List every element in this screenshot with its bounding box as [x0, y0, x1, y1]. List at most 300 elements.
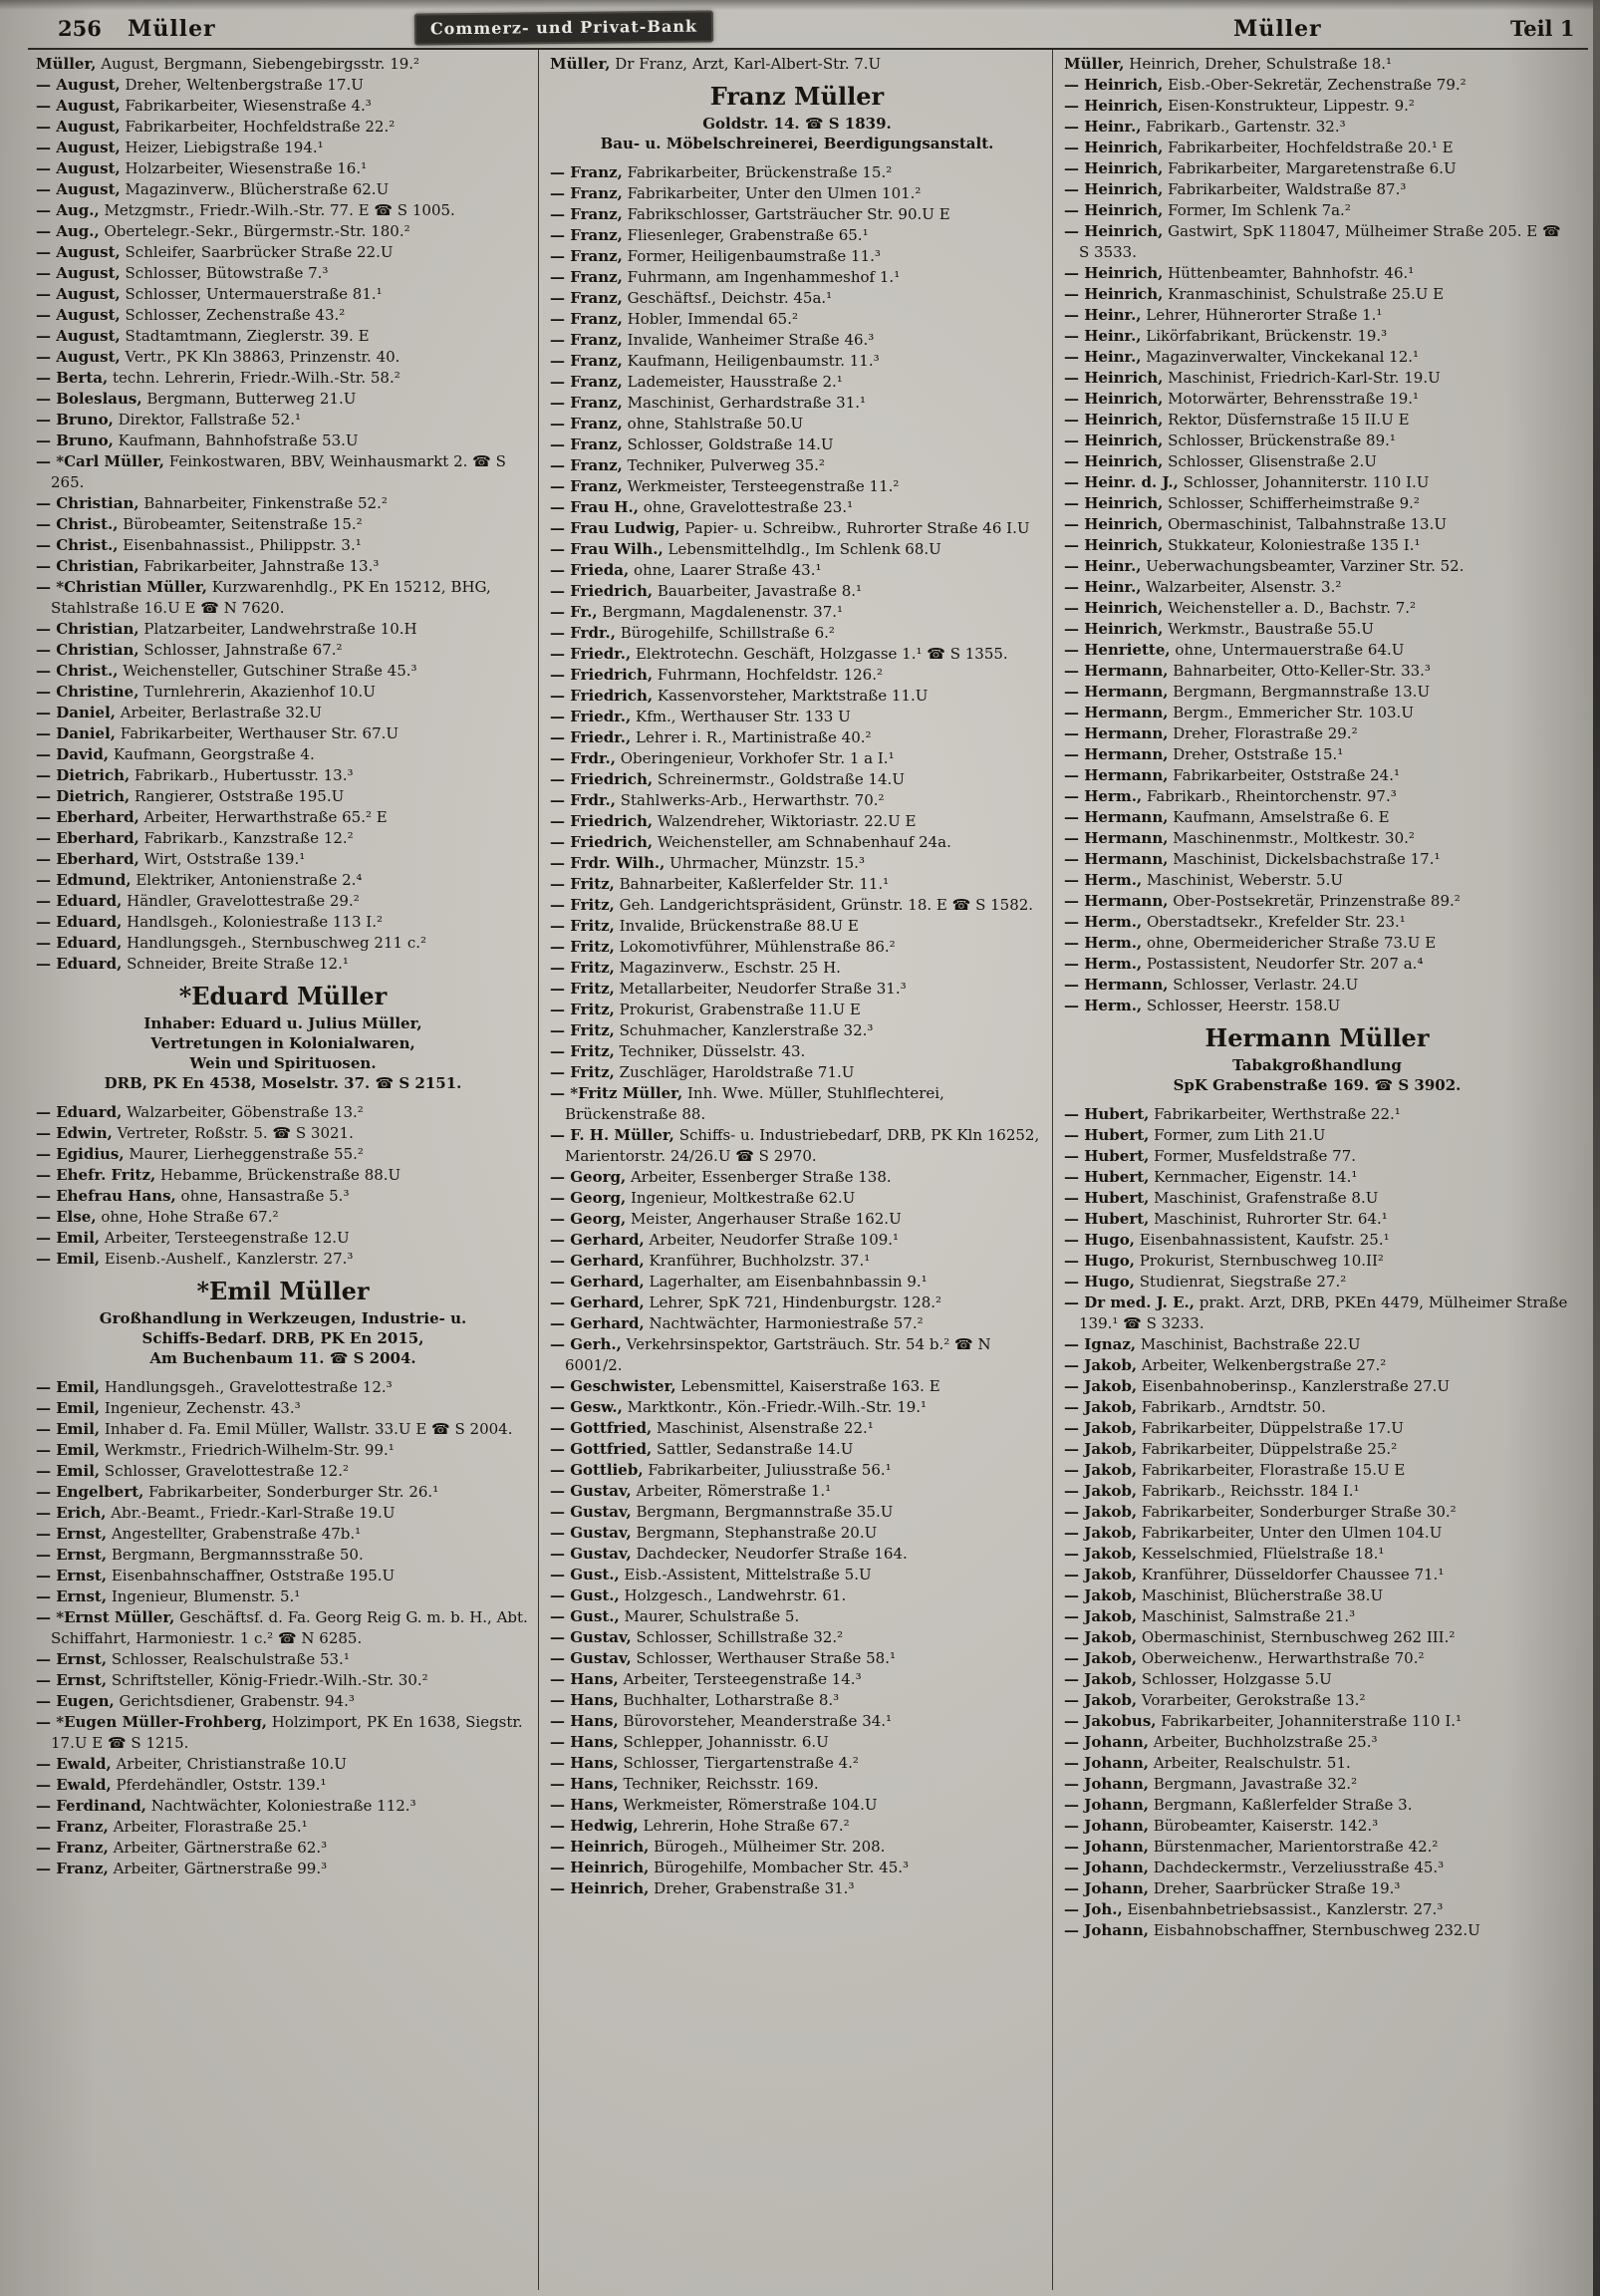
directory-entry: — Christine, Turnlehrerin, Akazienhof 10.U: [36, 683, 376, 701]
directory-entry: — Heinr., Ueberwachungsbeamter, Varziner Str. 52.: [1064, 557, 1465, 575]
entry-name: — Heinrich,: [1064, 620, 1164, 638]
entry-name: — Franz,: [36, 1860, 109, 1877]
entry-name: — Eduard,: [36, 955, 123, 973]
directory-entry: — Edwin, Vertreter, Roßstr. 5. ☎ S 3021.: [36, 1124, 354, 1142]
directory-entry: — Hubert, Former, zum Lith 21.U: [1064, 1126, 1326, 1144]
directory-entry: — Hedwig, Lehrerin, Hohe Straße 67.²: [550, 1817, 850, 1835]
directory-entry: — Boleslaus, Bergmann, Butterweg 21.U: [36, 390, 357, 408]
entry-name: — Heinrich,: [1064, 285, 1164, 303]
directory-entry: — August, Vertr., PK Kln 38863, Prinzenstr. 40.: [36, 348, 400, 366]
entry-name: — Hermann,: [1064, 766, 1169, 784]
directory-entry: — Hermann, Bergm., Emmericher Str. 103.U: [1064, 704, 1414, 721]
entry-name: — Fritz,: [550, 938, 615, 956]
directory-entry: — Friedrich, Walzendreher, Wiktoriastr. 22.U E: [550, 812, 917, 830]
directory-entry: — Fritz, Magazinverw., Eschstr. 25 H.: [550, 959, 841, 977]
directory-entry: — Jakob, Oberweichenw., Herwarthstraße 70.²: [1064, 1649, 1425, 1667]
directory-entry: — Hermann, Maschinist, Dickelsbachstraße 17.¹: [1064, 850, 1441, 868]
directory-entry: — Heinrich, Stukkateur, Koloniestraße 135 I.¹: [1064, 536, 1421, 554]
entry-name: — Frdr. Wilh.,: [550, 854, 666, 872]
directory-entry: — Hans, Techniker, Reichsstr. 169.: [550, 1775, 819, 1793]
entry-name: — Gesw.,: [550, 1398, 623, 1416]
entry-name: — Heinr.,: [1064, 578, 1142, 596]
directory-entry: — Fritz, Bahnarbeiter, Kaßlerfelder Str. 11.¹: [550, 875, 890, 893]
ad-line: Goldstr. 14. ☎ S 1839.: [702, 115, 892, 133]
entry-name: — Heinr.,: [1064, 557, 1142, 575]
directory-entry: — Jakob, Arbeiter, Welkenbergstraße 27.²: [1064, 1356, 1387, 1374]
directory-entry: — Ernst, Angestellter, Grabenstraße 47b.¹: [36, 1525, 362, 1543]
entry-name: — Gustav,: [550, 1649, 632, 1667]
directory-entry: — Gerhard, Nachtwächter, Harmoniestraße 57.²: [550, 1314, 924, 1332]
ad-line: Bau- u. Möbelschreinerei, Beerdigungsanstalt.: [600, 135, 994, 152]
directory-entry: — David, Kaufmann, Georgstraße 4.: [36, 745, 315, 763]
directory-entry: — Ehefrau Hans, ohne, Hansastraße 5.³: [36, 1187, 350, 1205]
directory-entry: — Geschwister, Lebensmittel, Kaiserstraße 163. E: [550, 1377, 940, 1395]
directory-entry: — Ernst, Schlosser, Realschulstraße 53.¹: [36, 1650, 350, 1668]
directory-entry: — Heinrich, Fabrikarbeiter, Hochfeldstraße 20.¹ E: [1064, 139, 1454, 156]
part-label: Teil 1: [1510, 16, 1575, 41]
entry-name: — Heinrich,: [1064, 599, 1164, 617]
entry-name: — Heinrich,: [1064, 431, 1164, 449]
directory-entry: — Friedr., Elektrotechn. Geschäft, Holzgasse 1.¹ ☎ S 1355.: [550, 645, 1008, 663]
directory-entry: — Franz, Fuhrmann, am Ingenhammeshof 1.¹: [550, 268, 901, 286]
entry-name: — Gerhard,: [550, 1293, 645, 1311]
entry-name: — Emil,: [36, 1399, 101, 1417]
directory-entry: — Edmund, Elektriker, Antonienstraße 2.⁴: [36, 871, 363, 889]
entry-name: — Herm.,: [1064, 955, 1143, 973]
entry-name: — Dr med. J. E.,: [1064, 1293, 1195, 1311]
entry-name: — Hermann,: [1064, 724, 1169, 742]
directory-entry: — Franz, Fabrikarbeiter, Unter den Ulmen 101.²: [550, 184, 922, 202]
entry-name: — Daniel,: [36, 704, 117, 721]
directory-entry: — Heinrich, Maschinist, Friedrich-Karl-Str. 19.U: [1064, 369, 1441, 387]
directory-column-right: [1064, 54, 1570, 2288]
entry-name: — Christian,: [36, 557, 139, 575]
directory-entry: — Gustav, Bergmann, Bergmannstraße 35.U: [550, 1503, 894, 1521]
entry-name: — Heinr.,: [1064, 118, 1142, 136]
entry-name: — August,: [36, 180, 121, 198]
entry-name: — Ehefrau Hans,: [36, 1187, 176, 1205]
entry-name: — Johann,: [1064, 1817, 1149, 1835]
directory-entry: — Gustav, Schlosser, Werthauser Straße 58.¹: [550, 1649, 897, 1667]
directory-entry: — Heinrich, Fabrikarbeiter, Waldstraße 87.³: [1064, 180, 1407, 198]
directory-entry: — Jakob, Obermaschinist, Sternbuschweg 262 III.²: [1064, 1628, 1456, 1646]
directory-entry: — Fritz, Techniker, Düsselstr. 43.: [550, 1042, 806, 1060]
directory-entry: — Gust., Holzgesch., Landwehrstr. 61.: [550, 1586, 847, 1604]
entry-name: — Jakob,: [1064, 1440, 1138, 1458]
directory-entry: — Eberhard, Fabrikarb., Kanzstraße 12.²: [36, 829, 354, 847]
entry-name: — Heinrich,: [1064, 452, 1164, 470]
entry-name: — Jakob,: [1064, 1482, 1138, 1500]
directory-entry: — Franz, Geschäftsf., Deichstr. 45a.¹: [550, 289, 833, 307]
directory-entry: — Hans, Bürovorsteher, Meanderstraße 34.¹: [550, 1712, 893, 1730]
directory-entry: Müller, August, Bergmann, Siebengebirgsstr. 19.²: [36, 55, 420, 73]
entry-name: — Franz,: [550, 247, 623, 265]
page-header: [0, 10, 1600, 50]
directory-entry: — Hubert, Fabrikarbeiter, Werthstraße 22.¹: [1064, 1105, 1401, 1123]
entry-name: — Hermann,: [1064, 976, 1169, 994]
column-divider-1: [538, 50, 539, 2290]
directory-entry: — Gust., Eisb.-Assistent, Mittelstraße 5.U: [550, 1566, 872, 1583]
directory-entry: — Heinr., Magazinverwalter, Vinckekanal 12.¹: [1064, 348, 1420, 366]
directory-entry: — Jakob, Maschinist, Salmstraße 21.³: [1064, 1607, 1356, 1625]
entry-name: — *Carl Müller,: [36, 452, 165, 470]
directory-entry: — Friedr., Lehrer i. R., Martinistraße 40.²: [550, 728, 872, 746]
directory-entry: — Emil, Eisenb.-Aushelf., Kanzlerstr. 27.³: [36, 1250, 354, 1268]
entry-name: — Jakob,: [1064, 1649, 1138, 1667]
entry-name: — Hubert,: [1064, 1126, 1150, 1144]
entry-name: — Georg,: [550, 1189, 627, 1207]
directory-entry: — *Christian Müller, Kurzwarenhdlg., PK En 15212, BHG, Stahlstraße 16.U E ☎ N 7620.: [36, 578, 491, 617]
entry-name: — Friedrich,: [550, 833, 654, 851]
ad-line: Am Buchenbaum 11. ☎ S 2004.: [149, 1349, 416, 1367]
directory-entry: — Emil, Werkmstr., Friedrich-Wilhelm-Str. 99.¹: [36, 1441, 395, 1459]
entry-name: — Christ.,: [36, 536, 119, 554]
entry-name: — Fritz,: [550, 959, 615, 977]
directory-entry: — Frdr., Bürogehilfe, Schillstraße 6.²: [550, 624, 835, 642]
entry-name: — Eduard,: [36, 1103, 123, 1121]
entry-name: — Ernst,: [36, 1567, 108, 1584]
entry-name: — Franz,: [550, 331, 623, 349]
entry-name: — Gerhard,: [550, 1252, 645, 1270]
directory-entry: — Christian, Schlosser, Jahnstraße 67.²: [36, 641, 343, 659]
directory-entry: — Aug., Metzgmstr., Friedr.-Wilh.-Str. 77. E ☎ S 1005.: [36, 201, 455, 219]
directory-entry: — Jakob, Schlosser, Holzgasse 5.U: [1064, 1670, 1332, 1688]
entry-name: — Johann,: [1064, 1733, 1149, 1751]
directory-entry: — Ehefr. Fritz, Hebamme, Brückenstraße 88.U: [36, 1166, 401, 1184]
entry-name: — Fritz,: [550, 875, 615, 893]
directory-entry: — Franz, Hobler, Immendal 65.²: [550, 310, 798, 328]
directory-entry: — Johann, Dreher, Saarbrücker Straße 19.³: [1064, 1879, 1401, 1897]
entry-name: — Henriette,: [1064, 641, 1171, 659]
entry-name: — Hermann,: [1064, 745, 1169, 763]
directory-entry: — August, Fabrikarbeiter, Wiesenstraße 4.³: [36, 97, 372, 115]
directory-entry: — Johann, Eisbahnobschaffner, Sternbuschweg 232.U: [1064, 1921, 1480, 1939]
directory-entry: — Ewald, Arbeiter, Christianstraße 10.U: [36, 1755, 347, 1773]
entry-name: — Egidius,: [36, 1145, 125, 1163]
entry-name: Müller,: [1064, 55, 1125, 73]
entry-name: — Franz,: [550, 415, 623, 432]
directory-entry: — Gerhard, Lagerhalter, am Eisenbahnbassin 9.¹: [550, 1273, 928, 1291]
directory-entry: — Emil, Arbeiter, Tersteegenstraße 12.U: [36, 1229, 350, 1247]
ad-line: Wein und Spirituosen.: [189, 1054, 377, 1072]
entry-name: — Frau Wilh.,: [550, 540, 664, 558]
entry-name: — Jakob,: [1064, 1377, 1138, 1395]
entry-name: — Hermann,: [1064, 683, 1169, 701]
directory-entry: — *Ernst Müller, Geschäftsf. d. Fa. Georg Reig G. m. b. H., Abt. Schiffahrt, Harmoniestr. 1 c.² ☎ N 6285.: [36, 1608, 528, 1647]
directory-entry: — Christian, Platzarbeiter, Landwehrstraße 10.H: [36, 620, 417, 638]
directory-entry: — Fritz, Prokurist, Grabenstraße 11.U E: [550, 1001, 861, 1018]
entry-name: — Heinrich,: [1064, 536, 1164, 554]
directory-entry: — Hans, Arbeiter, Tersteegenstraße 14.³: [550, 1670, 862, 1688]
ad-line: SpK Grabenstraße 169. ☎ S 3902.: [1173, 1076, 1462, 1094]
entry-name: — Emil,: [36, 1462, 101, 1480]
directory-entry: — Dietrich, Fabrikarb., Hubertusstr. 13.³: [36, 766, 354, 784]
entry-name: — Herm.,: [1064, 997, 1143, 1014]
entry-name: — Jakob,: [1064, 1566, 1138, 1583]
entry-name: — Hans,: [550, 1754, 619, 1772]
directory-entry: — Christian, Bahnarbeiter, Finkenstraße 52.²: [36, 494, 388, 512]
entry-name: — Heinrich,: [1064, 159, 1164, 177]
entry-name: — Gust.,: [550, 1607, 620, 1625]
entry-name: — August,: [36, 348, 121, 366]
entry-name: — Johann,: [1064, 1754, 1149, 1772]
ad-line: Vertretungen in Kolonialwaren,: [150, 1034, 415, 1052]
entry-name: — Friedrich,: [550, 666, 654, 684]
ad-block: [40, 983, 526, 1093]
directory-entry: — Fritz, Lokomotivführer, Mühlenstraße 86.²: [550, 938, 896, 956]
entry-name: — Ernst,: [36, 1671, 108, 1689]
entry-name: — Jakob,: [1064, 1670, 1138, 1688]
entry-name: — Christine,: [36, 683, 139, 701]
directory-entry: — Heinrich, Werkmstr., Baustraße 55.U: [1064, 620, 1374, 638]
directory-entry: — Heinrich, Eisen-Konstrukteur, Lippestr. 9.²: [1064, 97, 1415, 115]
directory-entry: — Johann, Dachdeckermstr., Verzeliusstraße 45.³: [1064, 1859, 1445, 1876]
directory-entry: — *Fritz Müller, Inh. Wwe. Müller, Stuhlflechterei, Brückenstraße 88.: [550, 1084, 944, 1123]
entry-name: — Hans,: [550, 1712, 619, 1730]
entry-name: — Fritz,: [550, 1063, 615, 1081]
entry-name: — Herm.,: [1064, 934, 1143, 952]
entry-name: — Hans,: [550, 1691, 619, 1709]
entry-name: — Georg,: [550, 1168, 627, 1186]
entry-name: — Jakob,: [1064, 1545, 1138, 1563]
directory-entry: — Dr med. J. E., prakt. Arzt, DRB, PKEn 4479, Mülheimer Straße 139.¹ ☎ S 3233.: [1064, 1293, 1568, 1332]
directory-entry: — Jakob, Fabrikarbeiter, Düppelstraße 17.U: [1064, 1419, 1404, 1437]
entry-name: — August,: [36, 139, 121, 156]
directory-entry: — August, Schlosser, Zechenstraße 43.²: [36, 306, 346, 324]
directory-entry: — Heinrich, Motorwärter, Behrensstraße 19.¹: [1064, 390, 1420, 408]
directory-entry: — Gustav, Dachdecker, Neudorfer Straße 164.: [550, 1545, 908, 1563]
directory-entry: — Franz, Arbeiter, Gärtnerstraße 62.³: [36, 1839, 328, 1857]
entry-name: Müller,: [550, 55, 611, 73]
entry-name: — Heinrich,: [1064, 411, 1164, 429]
entry-name: — Frieda,: [550, 561, 630, 579]
directory-entry: — Heinrich, Eisb.-Ober-Sekretär, Zechenstraße 79.²: [1064, 76, 1467, 94]
entry-name: — Hermann,: [1064, 892, 1169, 910]
entry-name: — Franz,: [550, 435, 623, 453]
entry-name: — Jakob,: [1064, 1524, 1138, 1542]
entry-name: — August,: [36, 285, 121, 303]
entry-name: — Fritz,: [550, 1042, 615, 1060]
directory-entry: — Erich, Abr.-Beamt., Friedr.-Karl-Straße 19.U: [36, 1504, 396, 1522]
running-head-right: Müller: [1233, 16, 1322, 42]
entry-name: — Herm.,: [1064, 871, 1143, 889]
entry-name: — Hermann,: [1064, 829, 1169, 847]
entry-name: — Franz,: [550, 477, 623, 495]
directory-entry: — Bruno, Direktor, Fallstraße 52.¹: [36, 411, 301, 429]
entry-name: — Franz,: [550, 289, 623, 307]
entry-name: — Berta,: [36, 369, 109, 387]
entry-name: — Christian,: [36, 494, 139, 512]
entry-name: — *Christian Müller,: [36, 578, 207, 596]
ad-title: *Emil Müller: [196, 1277, 370, 1305]
directory-entry: — Gust., Maurer, Schulstraße 5.: [550, 1607, 800, 1625]
directory-entry: — Hermann, Kaufmann, Amselstraße 6. E: [1064, 808, 1390, 826]
entry-name: — Heinrich,: [1064, 369, 1164, 387]
entry-name: — August,: [36, 76, 121, 94]
entry-name: — Hugo,: [1064, 1273, 1136, 1291]
entry-name: — Eberhard,: [36, 850, 139, 868]
entry-name: — Franz,: [550, 352, 623, 370]
entry-name: — Johann,: [1064, 1921, 1149, 1939]
directory-entry: — Jakob, Fabrikarbeiter, Sonderburger Straße 30.²: [1064, 1503, 1457, 1521]
ad-line: Schiffs-Bedarf. DRB, PK En 2015,: [141, 1329, 424, 1347]
entry-name: — Friedrich,: [550, 687, 654, 705]
directory-entry: — Fritz, Invalide, Brückenstraße 88.U E: [550, 917, 859, 935]
entry-name: — August,: [36, 243, 121, 261]
entry-name: — Jakob,: [1064, 1607, 1138, 1625]
entry-name: — Gustav,: [550, 1524, 632, 1542]
directory-entry: — Hugo, Eisenbahnassistent, Kaufstr. 25.¹: [1064, 1231, 1390, 1249]
entry-name: — Heinrich,: [550, 1859, 650, 1876]
directory-entry: — Heinr. d. J., Schlosser, Johanniterstr. 110 I.U: [1064, 473, 1430, 491]
ad-block: [1068, 1024, 1566, 1095]
directory-entry: — Gottlieb, Fabrikarbeiter, Juliusstraße 56.¹: [550, 1461, 892, 1479]
directory-entry: — Heinrich, Schlosser, Glisenstraße 2.U: [1064, 452, 1377, 470]
directory-entry: — Franz, ohne, Stahlstraße 50.U: [550, 415, 804, 432]
directory-entry: — Gerh., Verkehrsinspektor, Gartsträuch. Str. 54 b.² ☎ N 6001/2.: [550, 1335, 991, 1374]
directory-entry: — Heinrich, Dreher, Grabenstraße 31.³: [550, 1879, 855, 1897]
directory-entry: — Jakob, Fabrikarb., Reichsstr. 184 I.¹: [1064, 1482, 1360, 1500]
ad-line: DRB, PK En 4538, Moselstr. 37. ☎ S 2151.: [104, 1074, 462, 1092]
entry-name: — Friedrich,: [550, 812, 654, 830]
directory-entry: — Gottfried, Sattler, Sedanstraße 14.U: [550, 1440, 854, 1458]
directory-entry: — Georg, Ingenieur, Moltkestraße 62.U: [550, 1189, 856, 1207]
entry-name: — Ehefr. Fritz,: [36, 1166, 156, 1184]
entry-name: — Boleslaus,: [36, 390, 142, 408]
directory-entry: — Daniel, Fabrikarbeiter, Werthauser Str. 67.U: [36, 724, 400, 742]
directory-entry: — Hans, Buchhalter, Lotharstraße 8.³: [550, 1691, 840, 1709]
ad-title: Hermann Müller: [1204, 1023, 1430, 1052]
directory-entry: — *Eugen Müller-Frohberg, Holzimport, PK En 1638, Siegstr. 17.U E ☎ S 1215.: [36, 1713, 523, 1752]
entry-name: — Fritz,: [550, 917, 615, 935]
directory-entry: — Heinrich, Kranmaschinist, Schulstraße 25.U E: [1064, 285, 1445, 303]
directory-entry: — Frau Wilh., Lebensmittelhdlg., Im Schlenk 68.U: [550, 540, 941, 558]
entry-name: — Frdr.,: [550, 624, 616, 642]
directory-entry: — Gerhard, Kranführer, Buchholzstr. 37.¹: [550, 1252, 871, 1270]
entry-name: — F. H. Müller,: [550, 1126, 674, 1144]
directory-entry: — Jakob, Vorarbeiter, Gerokstraße 13.²: [1064, 1691, 1366, 1709]
entry-name: — Franz,: [550, 163, 623, 181]
entry-name: — Friedrich,: [550, 582, 654, 600]
entry-name: — Franz,: [550, 184, 623, 202]
directory-entry: — Hugo, Studienrat, Siegstraße 27.²: [1064, 1273, 1347, 1291]
directory-entry: — Georg, Meister, Angerhauser Straße 162.U: [550, 1210, 902, 1228]
directory-entry: — Ferdinand, Nachtwächter, Koloniestraße 112.³: [36, 1797, 416, 1815]
directory-entry: — Gerhard, Lehrer, SpK 721, Hindenburgstr. 128.²: [550, 1293, 942, 1311]
directory-entry: — Franz, Maschinist, Gerhardstraße 31.¹: [550, 394, 867, 412]
entry-name: — Ferdinand,: [36, 1797, 146, 1815]
entry-name: — Fritz,: [550, 896, 615, 914]
directory-entry: — Christ., Weichensteller, Gutschiner Straße 45.³: [36, 662, 417, 680]
directory-entry: — August, Heizer, Liebigstraße 194.¹: [36, 139, 324, 156]
entry-name: — Emil,: [36, 1229, 101, 1247]
directory-entry: — Johann, Bergmann, Javastraße 32.²: [1064, 1775, 1358, 1793]
entry-name: — Erich,: [36, 1504, 107, 1522]
entry-name: — Gottfried,: [550, 1440, 653, 1458]
entry-name: — Hubert,: [1064, 1189, 1150, 1207]
entry-name: — Herm.,: [1064, 913, 1143, 931]
entry-name: — Jakob,: [1064, 1586, 1138, 1604]
entry-name: — Heinrich,: [1064, 494, 1164, 512]
entry-name: — Eduard,: [36, 892, 123, 910]
entry-name: — August,: [36, 118, 121, 136]
directory-entry: — Eduard, Schneider, Breite Straße 12.¹: [36, 955, 349, 973]
directory-entry: — Johann, Bürobeamter, Kaiserstr. 142.³: [1064, 1817, 1379, 1835]
entry-name: — Gustav,: [550, 1545, 632, 1563]
directory-entry: — Franz, Fabrikarbeiter, Brückenstraße 15.²: [550, 163, 893, 181]
directory-entry: — Ignaz, Maschinist, Bachstraße 22.U: [1064, 1335, 1361, 1353]
directory-entry: — Hubert, Former, Musfeldstraße 77.: [1064, 1147, 1357, 1165]
directory-entry: — Hubert, Maschinist, Ruhrorter Str. 64.¹: [1064, 1210, 1388, 1228]
directory-entry: — August, Dreher, Weltenbergstraße 17.U: [36, 76, 364, 94]
entry-name: — August,: [36, 264, 121, 282]
entry-name: — Hubert,: [1064, 1168, 1150, 1186]
entry-name: — Hans,: [550, 1775, 619, 1793]
directory-entry: — Friedr., Kfm., Werthauser Str. 133 U: [550, 708, 851, 725]
entry-name: — Emil,: [36, 1441, 101, 1459]
directory-entry: — Heinrich, Bürogehilfe, Mombacher Str. 45.³: [550, 1859, 910, 1876]
ad-block: [40, 1278, 526, 1368]
entry-name: — Gustav,: [550, 1628, 632, 1646]
directory-entry: — Friedrich, Schreinermstr., Goldstraße 14.U: [550, 770, 905, 788]
entry-name: — Frau Ludwig,: [550, 519, 680, 537]
directory-entry: — Johann, Bergmann, Kaßlerfelder Straße 3.: [1064, 1796, 1413, 1814]
directory-entry: — Frieda, ohne, Laarer Straße 43.¹: [550, 561, 822, 579]
entry-name: — Hermann,: [1064, 662, 1169, 680]
directory-entry: — August, Magazinverw., Blücherstraße 62.U: [36, 180, 390, 198]
directory-entry: — Ernst, Schriftsteller, König-Friedr.-Wilh.-Str. 30.²: [36, 1671, 428, 1689]
directory-entry: — Friedrich, Weichensteller, am Schnabenhauf 24a.: [550, 833, 951, 851]
directory-entry: — Hermann, Dreher, Florastraße 29.²: [1064, 724, 1358, 742]
directory-entry: — Frdr., Stahlwerks-Arb., Herwarthstr. 70.²: [550, 791, 885, 809]
directory-entry: — August, Fabrikarbeiter, Hochfeldstraße 22.²: [36, 118, 396, 136]
directory-entry: — Herm., Fabrikarb., Rheintorchenstr. 97.³: [1064, 787, 1397, 805]
scan-edge-right: [1593, 0, 1600, 2296]
entry-name: — Friedr.,: [550, 645, 632, 663]
directory-entry: — Daniel, Arbeiter, Berlastraße 32.U: [36, 704, 322, 721]
directory-entry: — Eduard, Walzarbeiter, Göbenstraße 13.²: [36, 1103, 364, 1121]
directory-entry: — Frau H., ohne, Gravelottestraße 23.¹: [550, 498, 854, 516]
directory-entry: — Johann, Arbeiter, Realschulstr. 51.: [1064, 1754, 1351, 1772]
directory-entry: — Else, ohne, Hohe Straße 67.²: [36, 1208, 279, 1226]
entry-name: — Eugen,: [36, 1692, 115, 1710]
entry-name: — Hans,: [550, 1733, 619, 1751]
entry-name: — Johann,: [1064, 1838, 1149, 1856]
entry-name: — Edmund,: [36, 871, 132, 889]
entry-name: — *Ernst Müller,: [36, 1608, 175, 1626]
entry-name: — Gerhard,: [550, 1273, 645, 1291]
directory-entry: — Heinrich, Hüttenbeamter, Bahnhofstr. 46.¹: [1064, 264, 1415, 282]
entry-name: — Franz,: [550, 394, 623, 412]
directory-entry: — Jakob, Fabrikarbeiter, Florastraße 15.U E: [1064, 1461, 1406, 1479]
directory-entry: — August, Holzarbeiter, Wiesenstraße 16.¹: [36, 159, 368, 177]
entry-name: — Dietrich,: [36, 766, 131, 784]
directory-entry: — Eberhard, Arbeiter, Herwarthstraße 65.² E: [36, 808, 388, 826]
entry-name: — Jakobus,: [1064, 1712, 1157, 1730]
entry-name: — August,: [36, 97, 121, 115]
directory-entry: — Heinrich, Bürogeh., Mülheimer Str. 208.: [550, 1838, 886, 1856]
entry-name: — Jakob,: [1064, 1691, 1138, 1709]
directory-column-middle: [550, 54, 1044, 2288]
entry-name: — Ernst,: [36, 1587, 108, 1605]
entry-name: — Christian,: [36, 641, 139, 659]
directory-entry: — *Carl Müller, Feinkostwaren, BBV, Weinhausmarkt 2. ☎ S 265.: [36, 452, 506, 491]
entry-name: — Ernst,: [36, 1546, 108, 1564]
entry-name: — Heinrich,: [1064, 222, 1164, 240]
entry-name: — Gustav,: [550, 1503, 632, 1521]
entry-name: — Gerh.,: [550, 1335, 622, 1353]
entry-name: — Johann,: [1064, 1796, 1149, 1814]
